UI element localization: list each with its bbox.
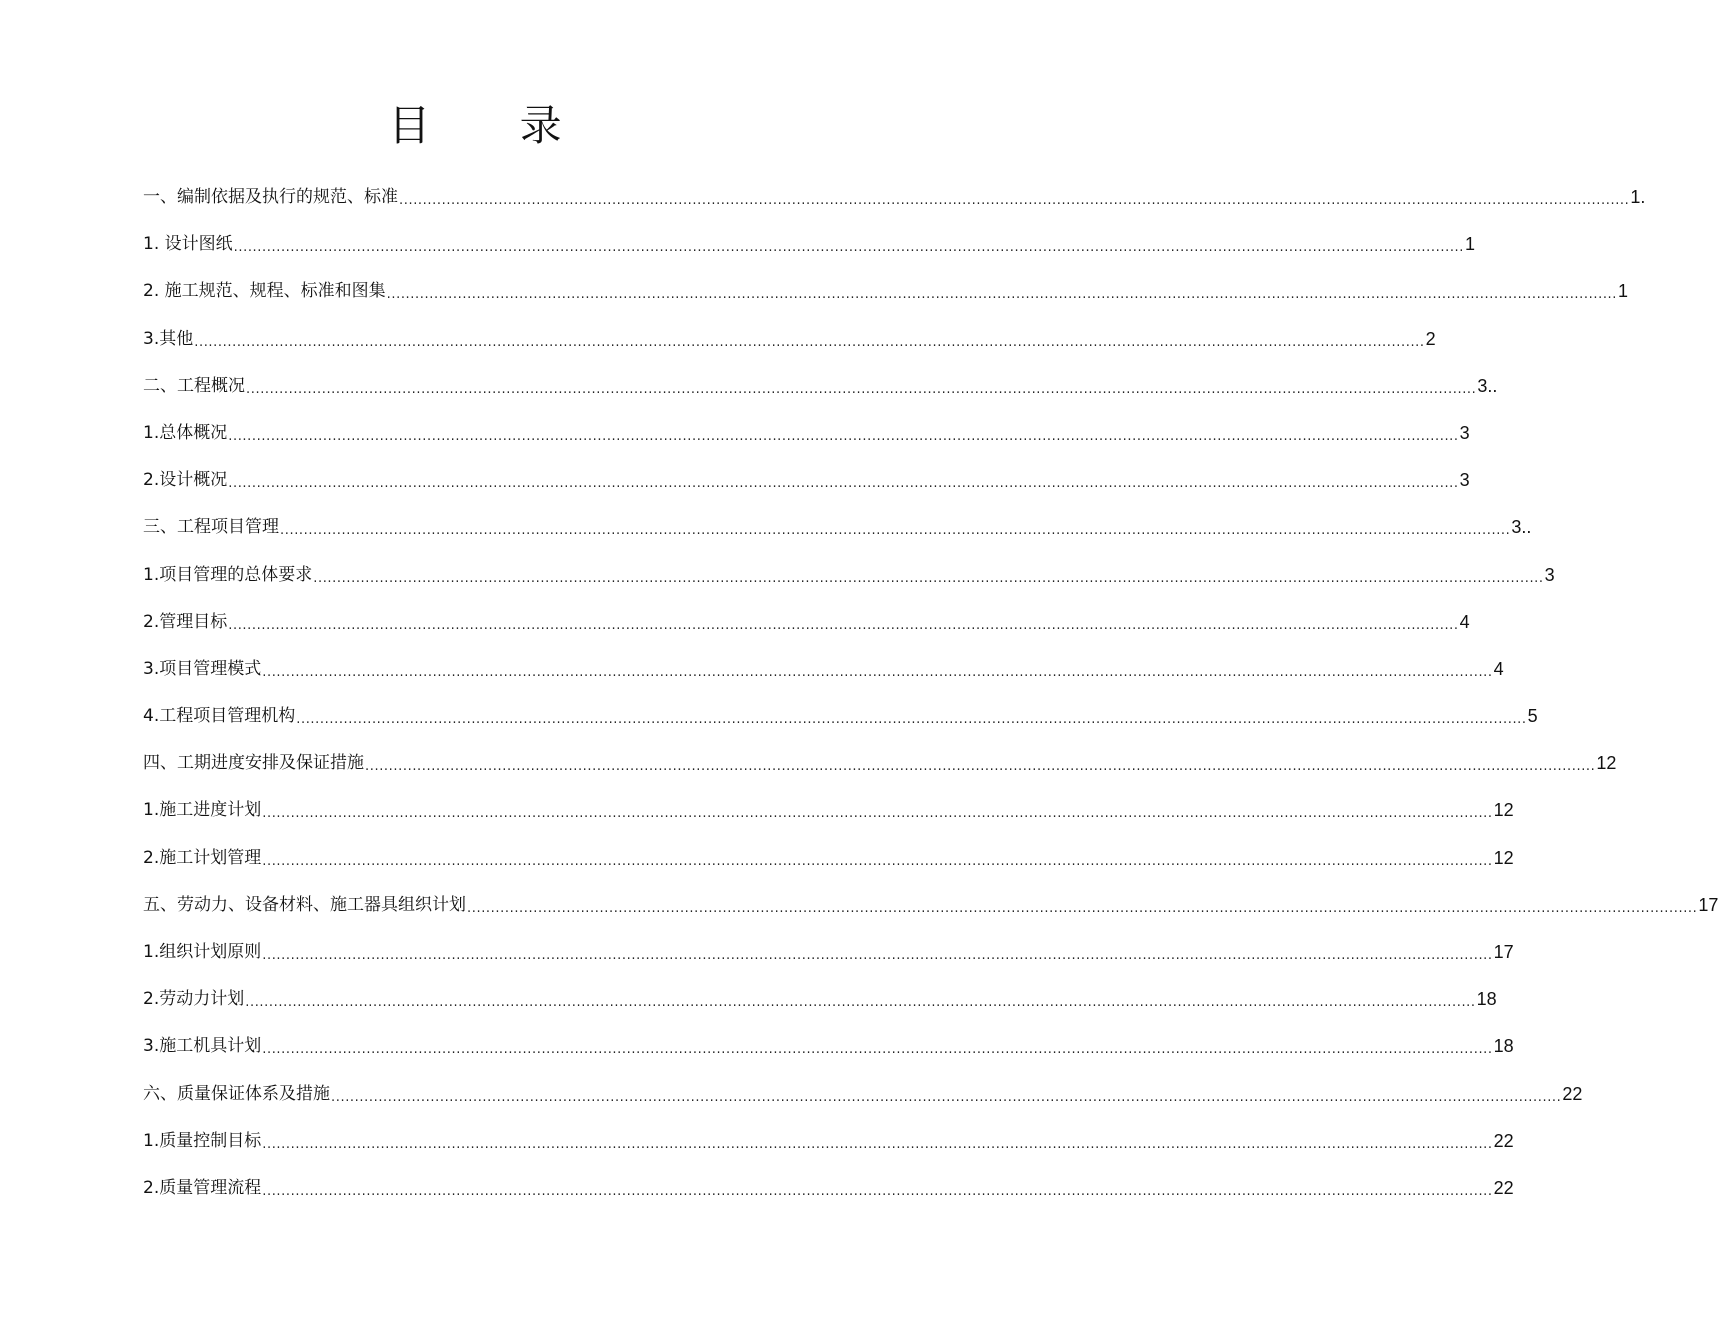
toc-entry-page: 1 (1618, 281, 1629, 302)
toc-entry[interactable] (143, 226, 1476, 273)
toc-entry-label: 一、编制依据及执行的规范、标准 (143, 187, 398, 207)
toc-entry-label: 2. 施工规范、规程、标准和图集 (143, 281, 386, 302)
toc-entry-label: 3.其他 (143, 328, 194, 349)
dot-leader: .................................................................................................................................................................................................................................................................... (262, 1183, 1493, 1199)
toc-entry-label: 2.质量管理流程 (143, 1177, 262, 1198)
toc-entry[interactable] (143, 415, 1470, 462)
toc-entry-label: 三、工程项目管理 (143, 517, 279, 538)
toc-entry-page: 3.. (1511, 517, 1532, 538)
toc-entry[interactable] (143, 981, 1497, 1028)
dot-leader: .................................................................................................................................................................................................................................................................... (262, 664, 1493, 680)
toc-entry-label: 1. 设计图纸 (143, 234, 233, 255)
dot-leader: .................................................................................................................................................................................................................................................................... (331, 1089, 1562, 1105)
toc-entry-page: 17 (1493, 942, 1514, 962)
toc-entry-label: 3.项目管理模式 (143, 658, 262, 679)
toc-entry[interactable] (143, 745, 1617, 792)
toc-entry-page: 3 (1544, 564, 1555, 585)
dot-leader: .................................................................................................................................................................................................................................................................... (467, 900, 1698, 916)
dot-leader: .................................................................................................................................................................................................................................................................... (228, 428, 1459, 444)
toc-entry-page: 18 (1476, 989, 1497, 1010)
dot-leader: .................................................................................................................................................................................................................................................................... (262, 948, 1493, 963)
dot-leader: .................................................................................................................................................................................................................................................................... (365, 759, 1596, 775)
toc-entry-label: 2.设计概况 (143, 470, 228, 491)
toc-entry-label: 六、质量保证体系及措施 (143, 1083, 330, 1104)
dot-leader: .................................................................................................................................................................................................................................................................... (296, 712, 1527, 728)
toc-entry-page: 5 (1527, 706, 1538, 727)
toc-entry-label: 1.总体概况 (143, 422, 228, 443)
toc-entry[interactable] (143, 698, 1538, 745)
toc-entry-page: 1. (1630, 187, 1646, 207)
dot-leader: .................................................................................................................................................................................................................................................................... (399, 193, 1630, 208)
dot-leader: .................................................................................................................................................................................................................................................................... (262, 1042, 1493, 1058)
toc-entry-page: 18 (1493, 1036, 1514, 1057)
toc-entry-page: 17 (1698, 894, 1718, 915)
toc-entry-page: 1 (1465, 234, 1476, 255)
toc-entry[interactable] (143, 179, 1646, 226)
toc-entry-page: 12 (1493, 847, 1514, 868)
toc-entry-label: 五、劳动力、设备材料、施工器具组织计划 (143, 894, 466, 915)
toc-entry[interactable] (143, 651, 1504, 698)
toc-entry-page: 4 (1493, 658, 1504, 679)
toc-entry[interactable] (143, 1123, 1514, 1170)
toc-entry-page: 22 (1562, 1083, 1583, 1104)
toc-entry-label: 二、工程概况 (143, 375, 245, 396)
toc-entry-label: 3.施工机具计划 (143, 1036, 262, 1057)
table-of-contents (143, 179, 1718, 1217)
toc-entry[interactable] (143, 792, 1514, 839)
toc-entry-label: 2.劳动力计划 (143, 989, 245, 1010)
toc-entry-label: 四、工期进度安排及保证措施 (143, 753, 364, 774)
toc-entry-label: 2.施工计划管理 (143, 847, 262, 868)
page-title: 目 录 (388, 101, 600, 150)
toc-entry-label: 4.工程项目管理机构 (143, 706, 296, 727)
toc-entry-label: 2.管理目标 (143, 611, 228, 632)
dot-leader: .................................................................................................................................................................................................................................................................... (262, 853, 1493, 869)
dot-leader: .................................................................................................................................................................................................................................................................... (246, 381, 1477, 397)
toc-entry-page: 3.. (1477, 375, 1498, 396)
toc-entry[interactable] (143, 1170, 1514, 1217)
toc-entry[interactable] (143, 1076, 1583, 1123)
toc-entry[interactable] (143, 604, 1470, 651)
toc-entry[interactable] (143, 321, 1436, 368)
toc-entry[interactable] (143, 934, 1514, 981)
toc-entry[interactable] (143, 509, 1532, 556)
toc-entry[interactable] (143, 462, 1470, 509)
dot-leader: .................................................................................................................................................................................................................................................................... (280, 523, 1511, 539)
toc-entry-label: 1.质量控制目标 (143, 1130, 262, 1151)
dot-leader: .................................................................................................................................................................................................................................................................... (262, 1136, 1493, 1152)
dot-leader: .................................................................................................................................................................................................................................................................... (233, 240, 1465, 256)
dot-leader: .................................................................................................................................................................................................................................................................... (386, 287, 1618, 303)
toc-entry-page: 22 (1493, 1130, 1514, 1151)
toc-entry-page: 22 (1493, 1177, 1514, 1198)
toc-entry[interactable] (143, 273, 1629, 320)
toc-entry-page: 3 (1459, 422, 1470, 443)
toc-entry-label: 1.组织计划原则 (143, 942, 262, 962)
toc-entry-page: 4 (1459, 611, 1470, 632)
toc-entry-page: 12 (1596, 753, 1617, 774)
toc-entry-label: 1.项目管理的总体要求 (143, 564, 313, 585)
toc-entry-label: 1.施工进度计划 (143, 800, 262, 821)
toc-entry[interactable] (143, 557, 1555, 604)
dot-leader: .................................................................................................................................................................................................................................................................... (245, 995, 1476, 1011)
toc-entry[interactable] (143, 840, 1514, 887)
toc-entry-page: 3 (1459, 470, 1470, 491)
toc-entry[interactable] (143, 368, 1498, 415)
toc-entry-page: 2 (1425, 328, 1436, 349)
toc-entry[interactable] (143, 887, 1718, 934)
dot-leader: .................................................................................................................................................................................................................................................................... (262, 806, 1493, 822)
toc-entry[interactable] (143, 1028, 1514, 1075)
dot-leader: .................................................................................................................................................................................................................................................................... (194, 334, 1425, 350)
dot-leader: .................................................................................................................................................................................................................................................................... (228, 617, 1459, 633)
dot-leader: .................................................................................................................................................................................................................................................................... (313, 570, 1544, 586)
dot-leader: .................................................................................................................................................................................................................................................................... (228, 476, 1459, 492)
toc-entry-page: 12 (1493, 800, 1514, 821)
